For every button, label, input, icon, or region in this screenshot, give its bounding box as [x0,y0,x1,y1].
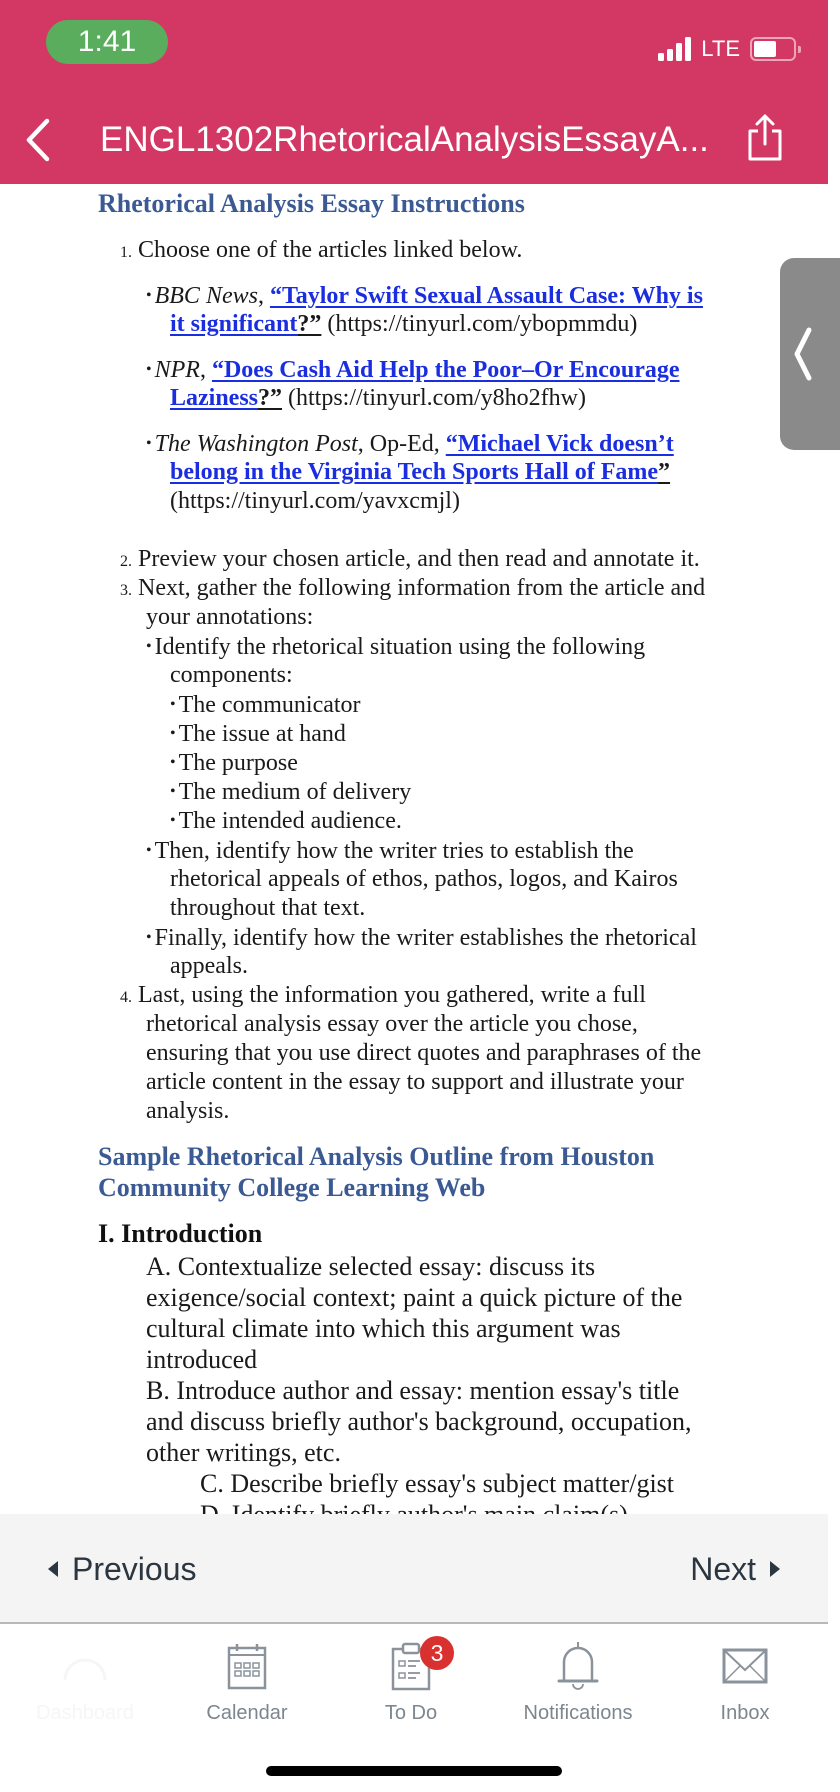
bell-icon [554,1640,602,1692]
next-label: Next [690,1550,756,1587]
tab-label: Dashboard [36,1702,134,1724]
tab-calendar[interactable] [172,1638,322,1738]
app-header [0,0,828,184]
outline-item-b-cont: other writings, etc. [146,1438,341,1467]
caret-left-icon [48,1561,58,1577]
tab-notifications[interactable] [503,1638,653,1738]
article-item-npr-cont: Laziness?” (https://tinyurl.com/y8ho2fhw) [170,385,586,411]
step-3-bullet-2-cont: rhetorical appeals of ethos, pathos, logos, and Kairos [170,866,678,892]
outline-item-b: B. Introduce author and essay: mention essay's title [146,1376,680,1405]
introduction-heading: I. Introduction [98,1219,263,1248]
tab-label: Notifications [523,1702,633,1724]
status-time: 1:41 [46,20,168,64]
article-url-wapo: (https://tinyurl.com/yavxcmjl) [170,488,460,514]
article-item-wapo-cont: belong in the Virginia Tech Sports Hall of Fame” [170,459,671,485]
step-4-cont: ensuring that you use direct quotes and paraphrases of the [146,1040,702,1066]
tab-label: Inbox [720,1702,770,1724]
document-viewer[interactable] [0,184,828,1514]
calendar-icon [227,1642,267,1690]
article-link-wapo-cont[interactable]: belong in the Virginia Tech Sports Hall of Fame [170,459,659,485]
step-3: 3. Next, gather the following information from the article and [120,575,706,601]
outline-item-a-cont: cultural climate into which this argument was [146,1314,621,1343]
article-link-bbc-cont[interactable]: it significant [170,311,298,337]
side-panel-toggle[interactable] [780,258,840,450]
step-3-bullet-3: • Finally, identify how the writer establishes the rhetorical [146,925,697,951]
dashboard-icon [61,1646,109,1686]
previous-button[interactable] [48,1544,197,1594]
step-3-bullet-2-cont: throughout that text. [170,895,366,921]
home-indicator[interactable] [266,1766,562,1776]
todo-count-badge: 3 [420,1636,454,1670]
component-item: • The intended audience. [170,808,402,834]
article-link-npr[interactable]: “Does Cash Aid Help the Poor–Or Encourage [211,357,680,383]
instructions-heading: Rhetorical Analysis Essay Instructions [98,189,525,218]
page-navigation [0,1514,828,1624]
next-button[interactable] [690,1544,780,1594]
outline-item-b-cont: and discuss briefly author's background, occupation, [146,1407,692,1436]
outline-item-a: A. Contextualize selected essay: discuss its [146,1252,596,1281]
step-4-cont: article content in the essay to support and illustrate your [146,1069,684,1095]
previous-label: Previous [72,1550,197,1587]
article-item-npr: • NPR, “Does Cash Aid Help the Poor–Or Encourage [146,357,680,383]
tab-dashboard[interactable] [10,1638,160,1738]
envelope-icon [722,1648,768,1684]
step-4-cont: analysis. [146,1098,230,1124]
step-3-bullet-2: • Then, identify how the writer tries to establish the [146,838,634,864]
article-link-bbc[interactable]: “Taylor Swift Sexual Assault Case: Why is [269,283,703,309]
step-2: 2. Preview your chosen article, and then read and annotate it. [120,546,700,572]
step-3-cont: your annotations: [146,604,314,630]
component-item: • The purpose [170,750,298,776]
article-item-wapo: • The Washington Post, Op-Ed, “Michael Vick doesn’t [146,431,674,457]
step-4-cont: rhetorical analysis essay over the article you chose, [146,1011,638,1037]
tab-label: Calendar [206,1702,288,1724]
article-link-npr-cont[interactable]: Laziness [170,385,259,411]
battery-icon [750,37,796,61]
article-link-wapo[interactable]: “Michael Vick doesn’t [445,431,674,457]
network-label: LTE [701,36,740,61]
outline-item-a-cont: exigence/social context; paint a quick picture of the [146,1283,683,1312]
outline-item-c: C. Describe briefly essay's subject matter/gist [200,1469,675,1498]
step-4: 4. Last, using the information you gathered, write a full [120,982,646,1008]
component-item: • The communicator [170,692,361,718]
tab-todo[interactable] [336,1638,486,1738]
document-title: ENGL1302RhetoricalAnalysisEssayA... [100,120,709,159]
outline-heading: Sample Rhetorical Analysis Outline from Houston [98,1142,655,1171]
share-button[interactable] [740,108,790,168]
share-icon [745,113,785,163]
chevron-left-icon [793,326,813,382]
step-1: 1. Choose one of the articles linked below. [120,237,523,263]
back-button[interactable] [18,112,58,168]
outline-item-a-cont: introduced [146,1345,258,1374]
step-3-bullet-3-cont: appeals. [170,953,248,979]
component-item: • The medium of delivery [170,779,412,805]
signal-icon [658,37,691,61]
article-item-bbc-cont: it significant?” (https://tinyurl.com/ybopmmdu) [170,311,638,337]
chevron-left-icon [25,118,51,162]
status-indicators [658,34,796,64]
caret-right-icon [770,1561,780,1577]
step-3-bullet-1: • Identify the rhetorical situation using the following [146,634,646,660]
tab-label: To Do [384,1702,438,1724]
step-3-bullet-1-cont: components: [170,662,293,688]
article-item-bbc: • BBC News, “Taylor Swift Sexual Assault Case: Why is [146,283,703,309]
component-item: • The issue at hand [170,721,346,747]
tab-inbox[interactable] [670,1638,820,1738]
outline-heading-cont: Community College Learning Web [98,1173,486,1202]
